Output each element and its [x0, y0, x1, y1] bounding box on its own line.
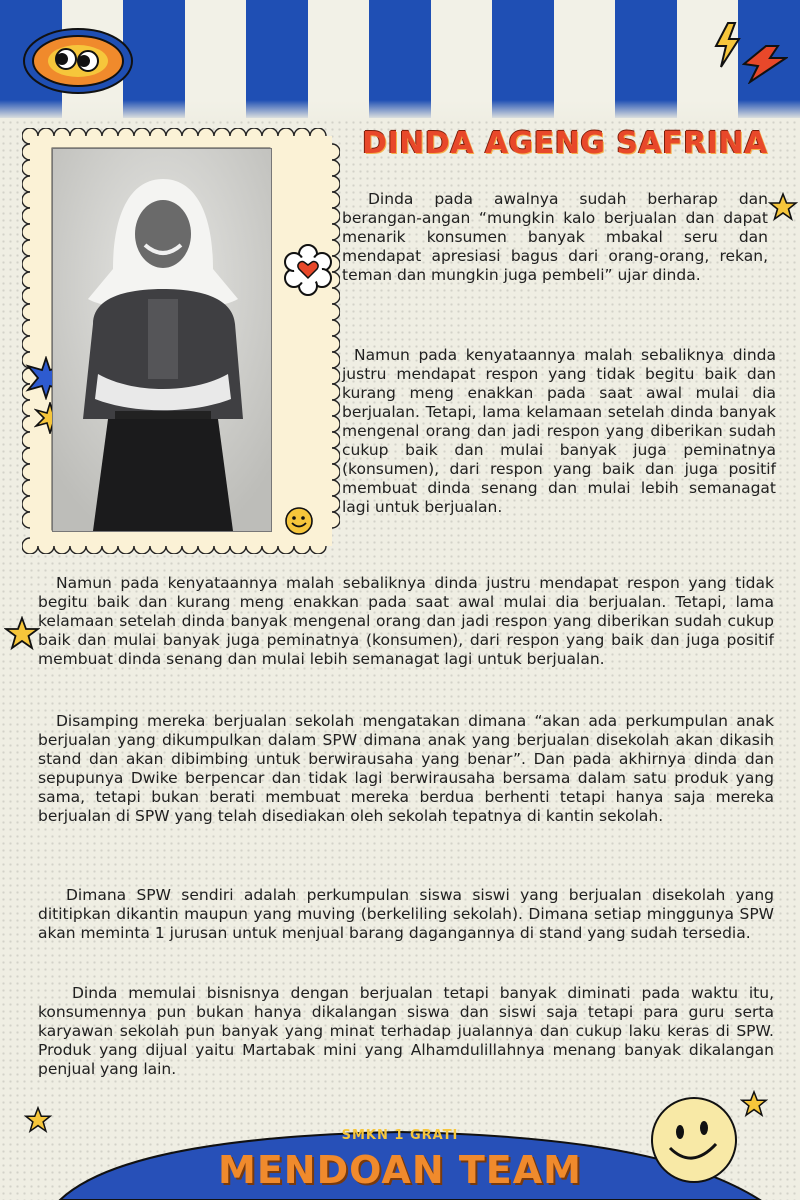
paragraph-3: Namun pada kenyataannya malah sebaliknya dinda justru mendapat respon yang tidak begitu baik dan kurang meng enakkan pada saat awal mulai dia berjualan. Tetapi, lama kelamaan setelah dinda banyak mengenal orang dan jadi respon yang diberikan sudah cukup baik dan mulai banyak juga peminatnya (konsumen), dari respon yang baik dan juga positif membuat dinda senang dan mulai lebih semanagat lagi untuk berjualan.: [38, 574, 774, 668]
school-name: SMKN 1 GRATI: [341, 1128, 459, 1143]
eyes-badge-icon: [22, 26, 134, 96]
smiley-face-icon: [284, 506, 314, 536]
star-icon: [768, 192, 798, 222]
portrait-photo: [52, 148, 272, 532]
paragraph-1: Dinda pada awalnya sudah berharap dan berangan-angan “mungkin kalo berjualan dan dapat menarik konsumen banyak mbakal seru dan mendapat apresiasi bagus dari orang-orang, rekan, teman dan mungkin juga pembeli” ujar dinda.: [342, 190, 768, 284]
page-title: DINDA AGENG SAFRINA: [362, 126, 768, 161]
person-silhouette-icon: [53, 149, 271, 531]
paragraph-5: Dimana SPW sendiri adalah perkumpulan siswa siswi yang berjualan disekolah yang dititipkan dikantin maupun yang muving (berkeliling sekolah). Dimana setiap minggunya SPW akan meminta 1 jurusan untuk menjual barang dagangannya di stand yang sudah tersedia.: [38, 886, 774, 942]
heart-flower-icon: [282, 244, 334, 296]
paragraph-2: Namun pada kenyataannya malah sebaliknya dinda justru mendapat respon yang tidak begitu baik dan kurang meng enakkan pada saat awal mulai dia berjualan. Tetapi, lama kelamaan setelah dinda banyak mengenal orang dan jadi respon yang diberikan sudah cukup baik dan mulai banyak juga peminatnya (konsumen), dari respon yang baik dan juga positif membuat dinda senang dan mulai lebih semanagat lagi untuk berjualan.: [342, 346, 776, 516]
star-icon: [4, 616, 40, 652]
checker-fade: [0, 100, 800, 120]
team-name: MENDOAN TEAM: [218, 1148, 582, 1192]
lightning-bolt-icon: [742, 44, 788, 84]
lightning-bolt-icon: [712, 22, 742, 68]
paragraph-6: Dinda memulai bisnisnya dengan berjualan tetapi banyak diminati pada waktu itu, konsumennya pun bukan hanya dikalangan siswa dan siswi saja tetapi para guru serta karyawan sekolah pun banyak yang minat terhadap jualannya dan cukup laku keras di SPW. Produk yang dijual yaitu Martabak mini yang Alhamdulillahnya menang banyak dikalangan penjual yang lain.: [38, 984, 774, 1078]
smiley-face-icon: [648, 1094, 740, 1186]
paragraph-4: Disamping mereka berjualan sekolah mengatakan dimana “akan ada perkumpulan anak berjualan yang dikumpulkan dalam SPW dimana anak yang berjualan disekolah akan dikasih stand dan akan dibimbing untuk berwirausaha yang benar”. Dan pada akhirnya dinda dan sepupunya Dwike berpencar dan tidak lagi berwirausaha bersama dalam satu produk yang sama, tetapi bukan berati membuat mereka berdua berhenti tetapi hanya saja mereka berjualan di SPW yang telah disediakan oleh sekolah tepatnya di kantin sekolah.: [38, 712, 774, 825]
